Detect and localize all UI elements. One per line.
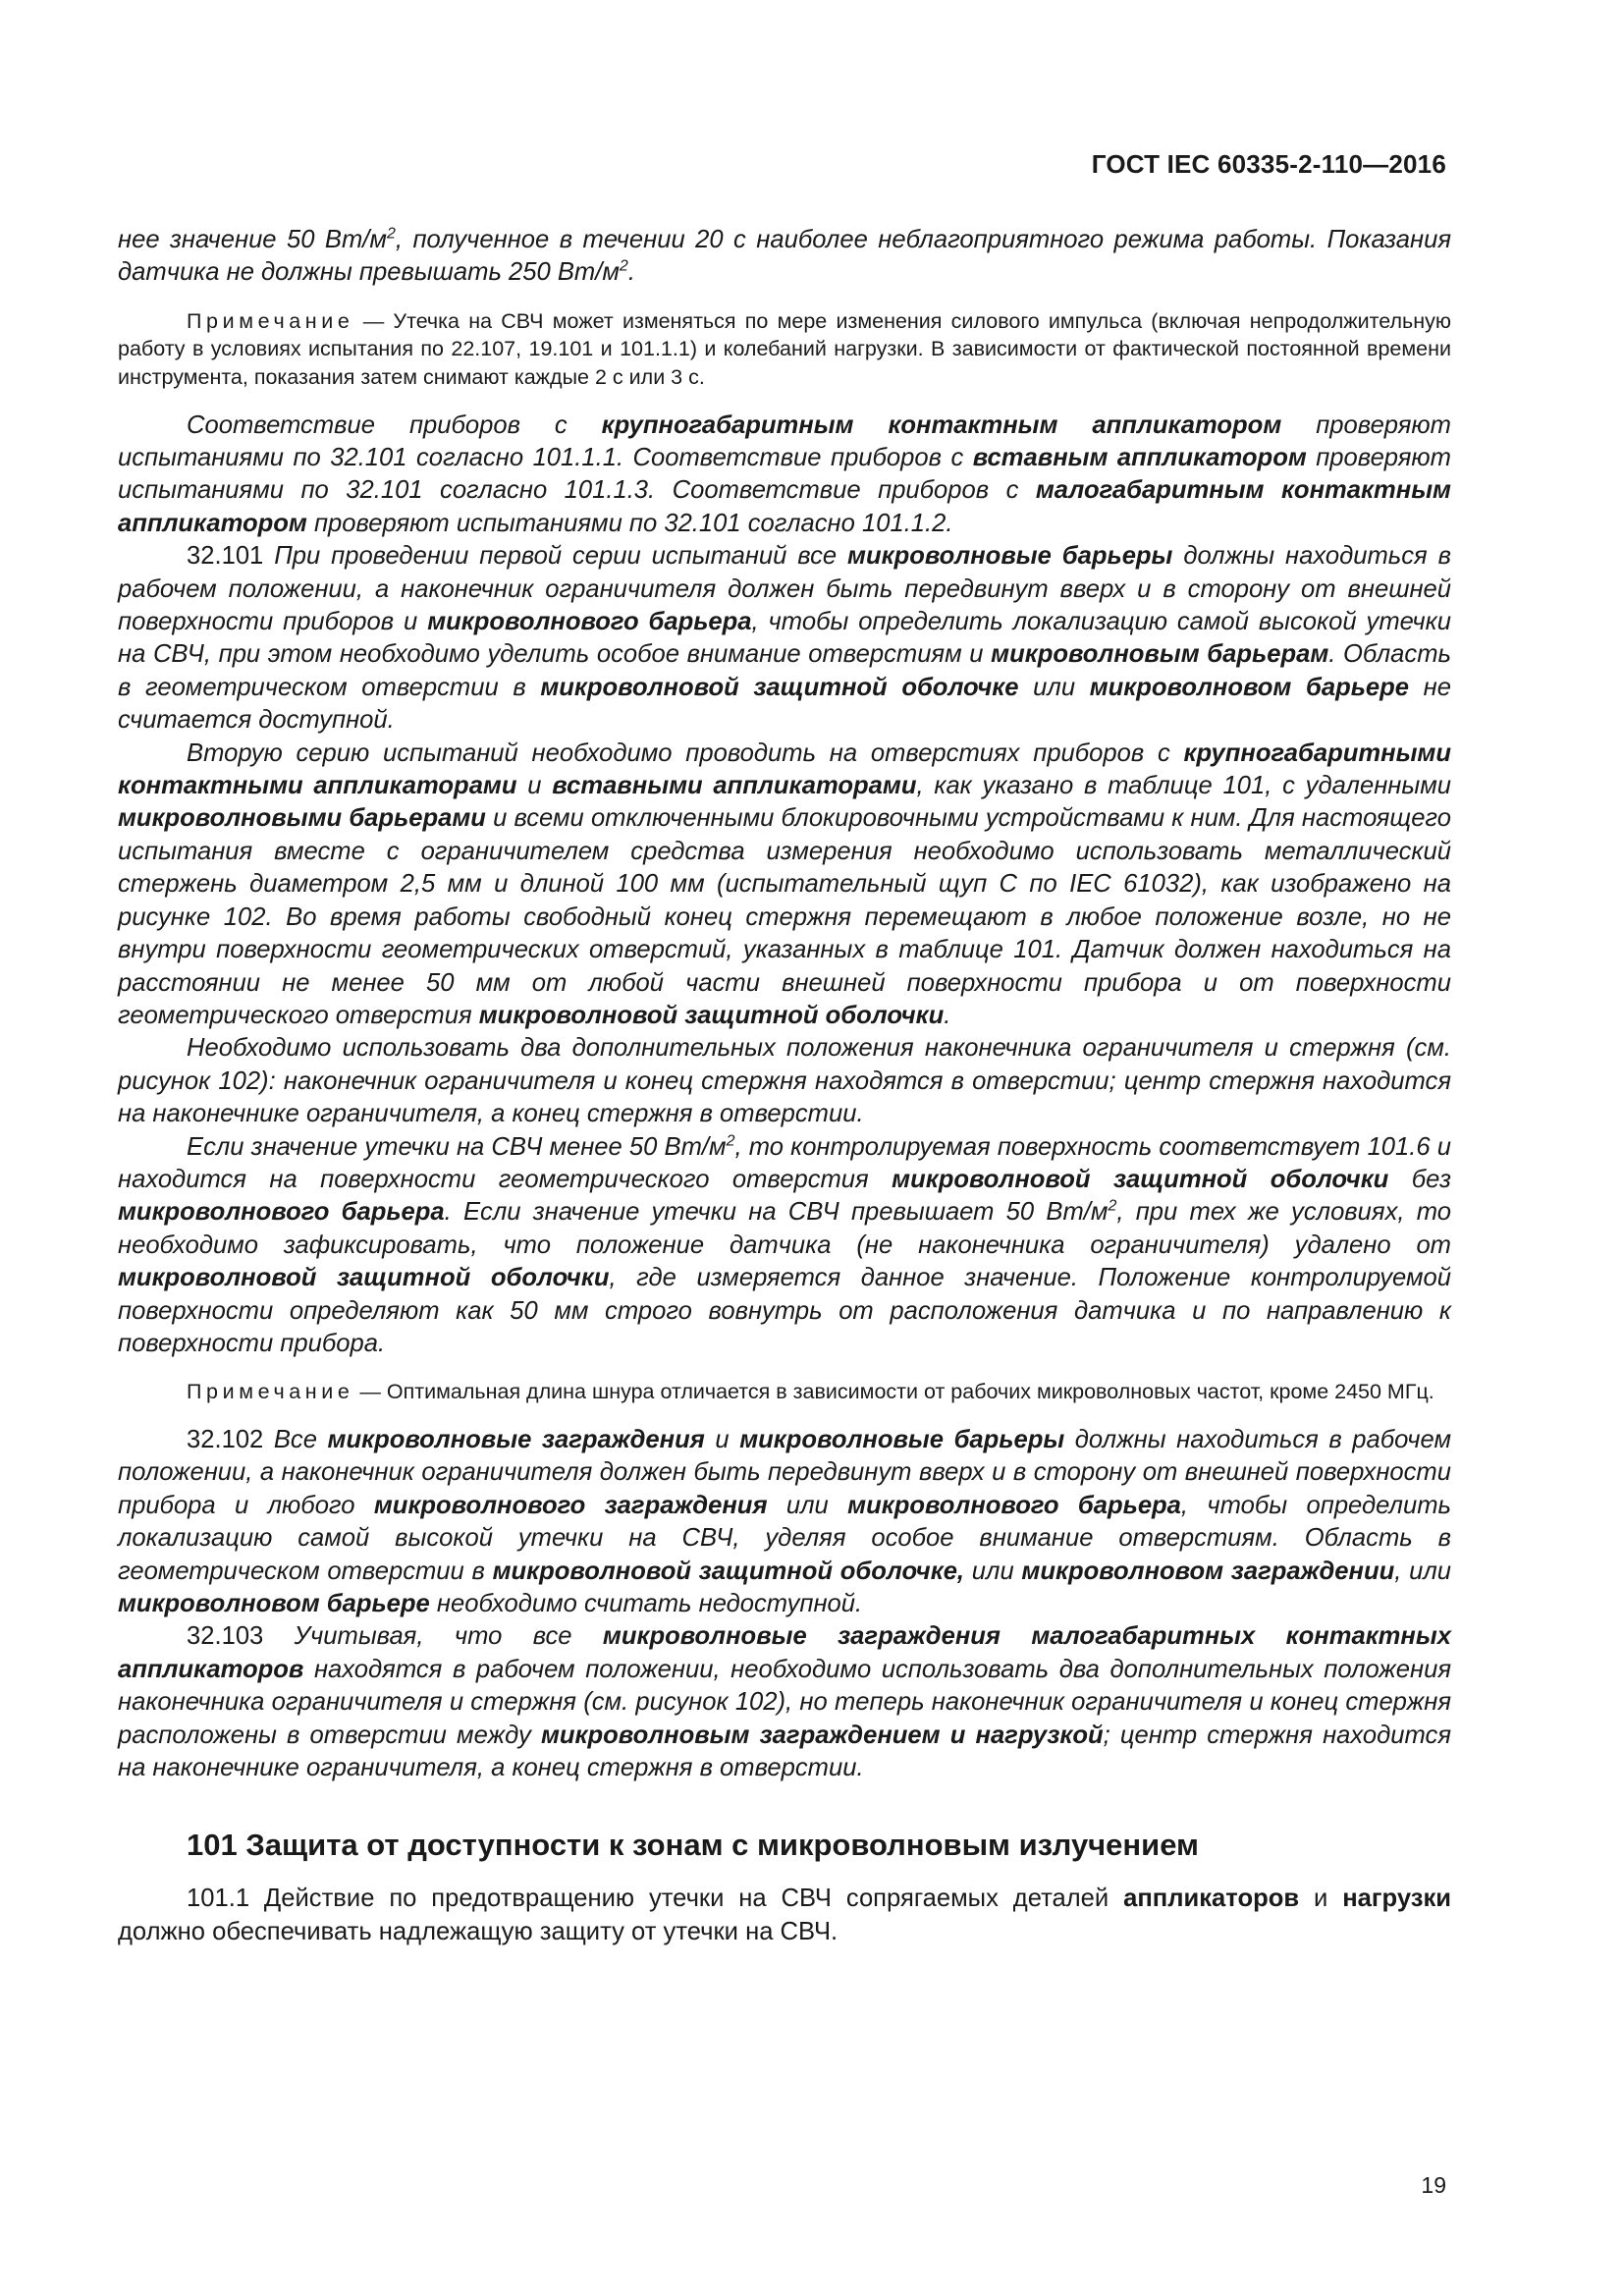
clause-number: 32.103	[187, 1622, 295, 1651]
page-number: 19	[1421, 2172, 1446, 2198]
note-2: Примечание — Оптимальная длина шнура отличается в зависимости от рабочих микроволновых частот, кроме 2450 МГц.	[187, 1380, 1434, 1404]
clause-number: 32.102	[187, 1425, 274, 1453]
paragraph-continuation: нее значение 50 $Вт/м^2$, полученное в течении 20 с наиболее неблагоприятного режима работы. Показания датчика не должны превышать 250 $Вт/м^2$.	[118, 225, 1451, 287]
clause-number: 32.101	[187, 542, 275, 571]
clause-101-1: 101.1 Действие по предотвращению утечки на СВЧ сопрягаемых деталей аппликаторов и нагрузки должно обеспечивать надлежащую защиту от утечки на СВЧ.	[118, 1885, 1451, 1945]
document-code-header: ГОСТ IEC 60335-2-110—2016	[1091, 149, 1446, 179]
paragraph-second-series: Вторую серию испытаний необходимо проводить на отверстиях приборов с крупногабаритными контактными аппликаторами и вставными аппликаторами, как указано в таблице 101, с удаленными микроволновыми барьерами и всеми отключенными блокировочными устройствами к ним. Для настоящего испытания вместе с ограничителем средства измерения необходимо использовать металлический стержень диаметром 2,5 мм и длиной 100 мм (испытательный щуп С по IEC 61032), как изображено на рисунке 102. Во время работы свободный конец стержня перемещают в любое положение возле, но не внутри поверхности геометрических отверстий, указанных в таблице 101. Датчик должен находиться на расстоянии не менее 50 мм от любой части внешней поверхности прибора и от поверхности геометрического отверстия микроволновой защитной оболочки.	[118, 738, 1451, 1029]
clause-32-103: 32.103 Учитывая, что все микроволновые заграждения малогабаритных контактных аппликаторов находятся в рабочем положении, необходимо использовать два дополнительных положения наконечника ограничителя и стержня (см. рисунок 102), но теперь наконечник ограничителя и конец стержня расположены в отверстии между микроволновым заграждением и нагрузкой; центр стержня находится на наконечнике ограничителя, а конец стержня в отверстии.	[118, 1622, 1452, 1782]
clause-32-101: 32.101 При проведении первой серии испытаний все микроволновые барьеры должны находиться в рабочем положении, а наконечник ограничителя должен быть передвинут вверх и в сторону от внешней поверхности приборов и микроволнового барьера, чтобы определить локализацию самой высокой утечки на СВЧ, при этом необходимо уделить особое внимание отверстиям и микроволновым барьерам. Область в геометрическом отверстии в микроволновой защитной оболочке или микроволновом барьере не считается доступной.	[118, 542, 1451, 735]
note-label: Примечание	[187, 308, 354, 333]
note-label: Примечание	[187, 1380, 354, 1404]
section-title-101: 101 Защита от доступности к зонам с микроволновым излучением	[187, 1828, 1199, 1863]
paragraph-leakage-value: Если значение утечки на СВЧ менее 50 $Вт/м^2$, то контролируемая поверхность соответствует 101.6 и находится на поверхности геометрического отверстия микроволновой защитной оболочки без микроволнового барьера. Если значение утечки на СВЧ превышает 50 $Вт/м^2$, при тех же условиях, то необходимо зафиксировать, что положение датчика (не наконечника ограничителя) удалено от микроволновой защитной оболочки, где измеряется данное значение. Положение контролируемой поверхности определяют как 50 мм строго вовнутрь от расположения датчика и по направлению к поверхности прибора.	[118, 1132, 1452, 1357]
note-1: Примечание — Утечка на СВЧ может изменяться по мере изменения силового импульса (включая непродолжительную работу в условиях испытания по 22.107, 19.101 и 101.1.1) и колебаний нагрузки. В зависимости от фактической постоянной времени инструмента, показания затем снимают каждые 2 с или 3 с.	[118, 308, 1451, 389]
page-content	[118, 224, 1451, 1948]
paragraph-compliance: Соответствие приборов с крупногабаритным контактным аппликатором проверяют испытаниями по 32.101 согласно 101.1.1. Соответствие приборов с вставным аппликатором проверяют испытаниями по 32.101 согласно 101.1.3. Соответствие приборов с малогабаритным контактным аппликатором проверяют испытаниями по 32.101 согласно 101.1.2.	[118, 410, 1451, 537]
clause-32-102: 32.102 Все микроволновые заграждения и микроволновые барьеры должны находиться в рабочем положении, а наконечник ограничителя должен быть передвинут вверх и в сторону от внешней поверхности прибора и любого микроволнового заграждения или микроволнового барьера, чтобы определить локализацию самой высокой утечки на СВЧ, уделяя особое внимание отверстиям. Область в геометрическом отверстии в микроволновой защитной оболочке, или микроволновом заграждении, или микроволновом барьере необходимо считать недоступной.	[118, 1425, 1451, 1617]
paragraph-additional-positions: Необходимо использовать два дополнительных положения наконечника ограничителя и стержня (см. рисунок 102): наконечник ограничителя и конец стержня находятся в отверстии; центр стержня находится на наконечнике ограничителя, а конец стержня в отверстии.	[118, 1034, 1451, 1128]
